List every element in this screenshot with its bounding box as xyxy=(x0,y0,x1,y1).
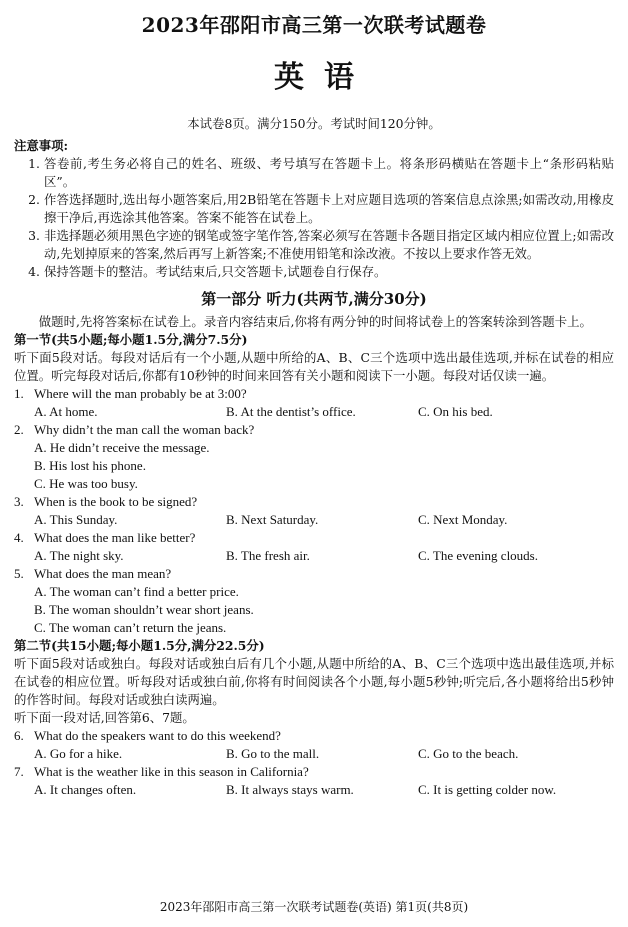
option-b: B. Go to the mall. xyxy=(226,746,320,761)
option-c: C. He was too busy. xyxy=(34,476,138,491)
option-c: C. Next Monday. xyxy=(418,512,508,527)
option-c: C. It is getting colder now. xyxy=(418,782,557,797)
notice-heading: 注意事项: xyxy=(14,138,69,153)
question-num: 2. xyxy=(14,422,24,437)
option-a: A. The woman can’t find a better price. xyxy=(34,584,239,599)
option-a: A. At home. xyxy=(34,404,98,419)
question xyxy=(14,529,614,547)
question-num: 1. xyxy=(14,386,24,401)
question-text: Why didn’t the man call the woman back? xyxy=(34,422,255,437)
subject-title: 英语 xyxy=(274,60,374,95)
option-b: B. The woman shouldn’t wear short jeans. xyxy=(34,602,254,617)
option-a: A. He didn’t receive the message. xyxy=(34,440,210,455)
option-c: C. The woman can’t return the jeans. xyxy=(34,620,227,635)
question-text: What does the man like better? xyxy=(34,530,196,545)
notice-item xyxy=(14,263,614,281)
option-b: B. His lost his phone. xyxy=(34,458,146,473)
exam-content xyxy=(14,137,614,799)
option-row xyxy=(14,547,614,565)
option-a: A. It changes often. xyxy=(34,782,137,797)
notice-text: 非选择题必须用黑色字迹的钢笔或签字笔作答,答案必须写在答题卡各题目指定区域内相应位置上;如需改动,先划掉原来的答案,然后再写上新答案;不准使用铅笔和涂改液。不按以上要求作答无效。 xyxy=(44,228,614,261)
exam-title: 2023年邵阳市高三第一次联考试题卷 xyxy=(141,13,487,37)
part1-title: 第一部分 听力(共两节,满分30分) xyxy=(201,290,427,308)
exam-info: 本试卷8页。满分150分。考试时间120分钟。 xyxy=(187,116,441,131)
question-num: 4. xyxy=(14,530,24,545)
part1-intro: 做题时,先将答案标在试卷上。录音内容结束后,你将有两分钟的时间将试卷上的答案转涂到答题卡上。 xyxy=(38,314,592,329)
page-footer: 2023年邵阳市高三第一次联考试题卷(英语) 第1页(共8页) xyxy=(159,900,469,914)
option-row xyxy=(14,403,614,421)
option-col xyxy=(14,439,614,493)
question-text: What is the weather like in this season in California? xyxy=(34,764,309,779)
section1-heading: 第一节(共5小题;每小题1.5分,满分7.5分) xyxy=(14,332,248,347)
notice-num: 2. xyxy=(28,192,40,207)
notice-num: 1. xyxy=(28,156,40,171)
notice-text: 作答选择题时,选出每小题答案后,用2B铅笔在答题卡上对应题目选项的答案信息点涂黑;如需改动,用橡皮擦干净后,再选涂其他答案。答案不能答在试卷上。 xyxy=(44,192,614,225)
notice-text: 保持答题卡的整洁。考试结束后,只交答题卡,试题卷自行保存。 xyxy=(44,264,387,279)
option-a: A. Go for a hike. xyxy=(34,746,123,761)
question-text: When is the book to be signed? xyxy=(34,494,198,509)
question-num: 5. xyxy=(14,566,24,581)
option-c: C. On his bed. xyxy=(418,404,493,419)
option-b: B. It always stays warm. xyxy=(226,782,354,797)
question-num: 7. xyxy=(14,764,24,779)
question-num: 6. xyxy=(14,728,24,743)
question-text: Where will the man probably be at 3:00? xyxy=(34,386,247,401)
question-text: What does the man mean? xyxy=(34,566,172,581)
option-a: A. The night sky. xyxy=(34,548,124,563)
section2-heading: 第二节(共15小题;每小题1.5分,满分22.5分) xyxy=(14,638,265,653)
question xyxy=(14,385,614,403)
notice-num: 3. xyxy=(28,228,40,243)
notice-item xyxy=(14,227,614,263)
question xyxy=(14,493,614,511)
option-b: B. At the dentist’s office. xyxy=(226,404,356,419)
notice-item xyxy=(14,155,614,191)
question xyxy=(14,763,614,781)
section2-instructions: 听下面5段对话或独白。每段对话或独白后有几个小题,从题中所给的A、B、C三个选项中选出最佳选项,并标在试卷的相应位置。听每段对话或独白前,你将有时间阅读各个小题,每小题5秒钟;听完后,各小题将给出5秒钟的作答时间。每段对话或独白读两遍。 xyxy=(14,656,614,707)
option-row xyxy=(14,781,614,799)
option-row xyxy=(14,511,614,529)
notice-list xyxy=(14,155,614,281)
option-b: B. The fresh air. xyxy=(226,548,310,563)
question-text: What do the speakers want to do this weekend? xyxy=(34,728,281,743)
option-c: C. Go to the beach. xyxy=(418,746,519,761)
section2-sub: 听下面一段对话,回答第6、7题。 xyxy=(14,710,195,725)
question xyxy=(14,421,614,439)
option-a: A. This Sunday. xyxy=(34,512,118,527)
question xyxy=(14,727,614,745)
section1-instructions: 听下面5段对话。每段对话后有一个小题,从题中所给的A、B、C三个选项中选出最佳选项,并标在试卷的相应位置。听完每段对话后,你都有10秒钟的时间来回答有关小题和阅读下一小题。每段对话仅读一遍。 xyxy=(14,350,614,383)
notice-num: 4. xyxy=(28,264,40,279)
option-b: B. Next Saturday. xyxy=(226,512,319,527)
question xyxy=(14,565,614,583)
question-num: 3. xyxy=(14,494,24,509)
option-col xyxy=(14,583,614,637)
option-row xyxy=(14,745,614,763)
option-c: C. The evening clouds. xyxy=(418,548,538,563)
notice-text: 答卷前,考生务必将自己的姓名、班级、考号填写在答题卡上。将条形码横贴在答题卡上“条形码粘贴区”。 xyxy=(44,156,614,189)
notice-item xyxy=(14,191,614,227)
